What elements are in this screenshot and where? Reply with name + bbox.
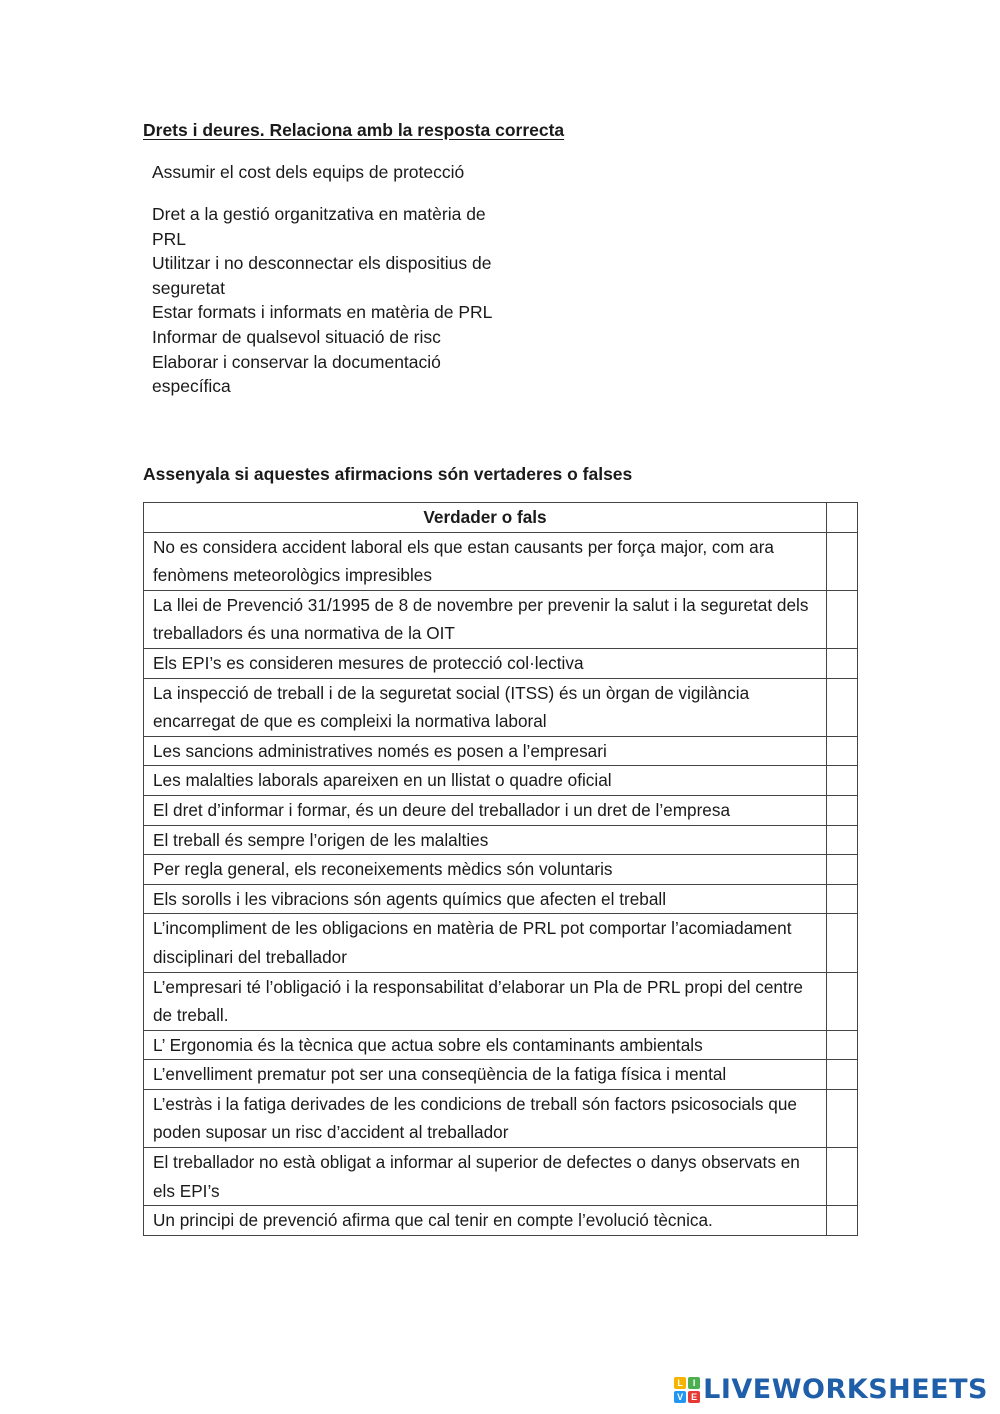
statement-cell: Les sancions administratives només es posen a l’empresari xyxy=(144,736,827,766)
statement-cell: L’empresari té l’obligació i la responsabilitat d’elaborar un Pla de PRL propi del centre de treball. xyxy=(144,972,827,1030)
table-row xyxy=(144,855,858,885)
answer-cell[interactable] xyxy=(827,1030,858,1060)
table-row xyxy=(144,1030,858,1060)
answer-cell[interactable] xyxy=(827,1060,858,1090)
matching-list xyxy=(152,202,502,399)
matching-item[interactable]: Utilitzar i no desconnectar els dispositius de seguretat xyxy=(152,253,492,298)
statement-cell: El dret d’informar i formar, és un deure del treballador i un dret de l’empresa xyxy=(144,795,827,825)
table-row xyxy=(144,972,858,1030)
statement-cell: El treball és sempre l’origen de les malalties xyxy=(144,825,827,855)
answer-cell[interactable] xyxy=(827,532,858,590)
answer-cell[interactable] xyxy=(827,884,858,914)
table-row xyxy=(144,825,858,855)
statement-cell: L’incompliment de les obligacions en matèria de PRL pot comportar l’acomiadament disciplinari del treballador xyxy=(144,914,827,972)
statement-cell: Per regla general, els reconeixements mèdics són voluntaris xyxy=(144,855,827,885)
matching-item[interactable]: Assumir el cost dels equips de protecció xyxy=(152,162,465,182)
answer-cell[interactable] xyxy=(827,1206,858,1236)
statement-cell: L’estràs i la fatiga derivades de les condicions de treball són factors psicosocials que poden suposar un risc d’accident al treballador xyxy=(144,1089,827,1147)
statement-cell: Els EPI’s es consideren mesures de protecció col·lectiva xyxy=(144,648,827,678)
statement-cell: Les malalties laborals apareixen en un llistat o quadre oficial xyxy=(144,766,827,796)
table-row xyxy=(144,1148,858,1206)
table-header: Verdader o fals xyxy=(144,503,827,533)
liveworksheets-logo-icon: L I V E xyxy=(674,1377,700,1403)
statement-cell: Els sorolls i les vibracions són agents químics que afecten el treball xyxy=(144,884,827,914)
table-row xyxy=(144,914,858,972)
matching-item[interactable]: Estar formats i informats en matèria de PRL xyxy=(152,302,493,323)
true-false-table xyxy=(143,502,858,1236)
table-row xyxy=(144,532,858,590)
matching-item[interactable]: Informar de qualsevol situació de risc xyxy=(152,326,441,347)
statement-cell: La llei de Prevenció 31/1995 de 8 de novembre per prevenir la salut i la seguretat dels treballadors és una normativa de la OIT xyxy=(144,590,827,648)
table-row xyxy=(144,590,858,648)
table-row xyxy=(144,884,858,914)
statement-cell: El treballador no està obligat a informar al superior de defectes o danys observats en els EPI’s xyxy=(144,1148,827,1206)
liveworksheets-logo xyxy=(674,1374,988,1405)
statement-cell: L’ Ergonomia és la tècnica que actua sobre els contaminants ambientals xyxy=(144,1030,827,1060)
statement-cell: L’envelliment prematur pot ser una conseqüència de la fatiga física i mental xyxy=(144,1060,827,1090)
answer-cell[interactable] xyxy=(827,766,858,796)
table-row xyxy=(144,1206,858,1236)
answer-cell[interactable] xyxy=(827,914,858,972)
answer-header-cell xyxy=(827,503,858,533)
table-row xyxy=(144,648,858,678)
answer-cell[interactable] xyxy=(827,736,858,766)
answer-cell[interactable] xyxy=(827,1089,858,1147)
answer-cell[interactable] xyxy=(827,825,858,855)
statement-cell: No es considera accident laboral els que estan causants per força major, com ara fenòmens meteorològics impresibles xyxy=(144,532,827,590)
answer-cell[interactable] xyxy=(827,590,858,648)
answer-cell[interactable] xyxy=(827,972,858,1030)
table-row xyxy=(144,736,858,766)
table-row xyxy=(144,795,858,825)
table-row xyxy=(144,678,858,736)
answer-cell[interactable] xyxy=(827,855,858,885)
answer-cell[interactable] xyxy=(827,678,858,736)
answer-cell[interactable] xyxy=(827,648,858,678)
matching-item[interactable]: Elaborar i conservar la documentació específica xyxy=(152,351,441,397)
matching-item[interactable]: Dret a la gestió organitzativa en matèria de PRL xyxy=(152,204,486,249)
table-row xyxy=(144,766,858,796)
section-title-true-false: Assenyala si aquestes afirmacions són vertaderes o falses xyxy=(143,464,633,484)
table-header-row xyxy=(144,503,858,533)
answer-cell[interactable] xyxy=(827,795,858,825)
logo-text: LIVEWORKSHEETS xyxy=(703,1374,988,1405)
section-title-rights-duties: Drets i deures. Relaciona amb la resposta correcta xyxy=(143,120,565,140)
table-row xyxy=(144,1060,858,1090)
answer-cell[interactable] xyxy=(827,1148,858,1206)
table-row xyxy=(144,1089,858,1147)
statement-cell: La inspecció de treball i de la seguretat social (ITSS) és un òrgan de vigilància encarregat de que es compleixi la normativa laboral xyxy=(144,678,827,736)
statement-cell: Un principi de prevenció afirma que cal tenir en compte l’evolució tècnica. xyxy=(144,1206,827,1236)
